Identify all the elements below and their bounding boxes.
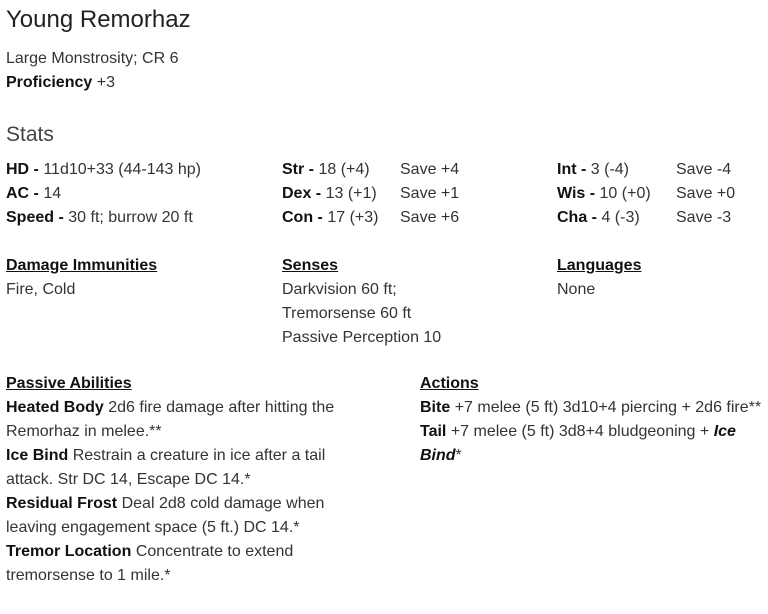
- ability-value: 3 (-4): [590, 161, 630, 178]
- ability-name: Residual Frost: [6, 495, 118, 512]
- passive-item-heated-body: [6, 396, 356, 444]
- ability-scores-mental: [557, 158, 651, 230]
- action-text: +7 melee (5 ft) 3d8+4 bludgeoning +: [450, 423, 710, 440]
- ability-wis: [557, 182, 651, 206]
- ability-value: 10 (+0): [599, 185, 651, 202]
- stat-value: 11d10+33 (44-143 hp): [43, 161, 201, 178]
- ability-name: Heated Body: [6, 399, 104, 416]
- damage-immunities: [6, 254, 157, 302]
- stat-hd: [6, 158, 201, 182]
- ability-text: 2d6 fire damage after hitting the Remorhaz in melee.**: [6, 399, 335, 440]
- passive-abilities-heading: Passive Abilities: [6, 375, 132, 392]
- sense-item: Passive Perception 10: [282, 329, 442, 346]
- saves-mental: [676, 158, 735, 230]
- ability-value: 17 (+3): [327, 209, 379, 226]
- ability-dex: [282, 182, 378, 206]
- ability-label: Dex -: [282, 185, 322, 202]
- passive-abilities: [6, 372, 356, 588]
- passive-item-ice-bind: [6, 444, 356, 492]
- action-name: Bite: [420, 399, 451, 416]
- ability-con: [282, 206, 378, 230]
- creature-type: Large Monstrosity; CR 6: [6, 50, 179, 67]
- action-tail: [420, 420, 765, 468]
- sense-item: Darkvision 60 ft;: [282, 281, 397, 298]
- languages: [557, 254, 641, 302]
- proficiency-label: Proficiency: [6, 74, 93, 91]
- languages-value: None: [557, 281, 596, 298]
- stat-value: 30 ft; burrow 20 ft: [68, 209, 193, 226]
- core-stats: [6, 158, 201, 230]
- ability-cha: [557, 206, 651, 230]
- ability-value: 4 (-3): [601, 209, 640, 226]
- ability-label: Int -: [557, 161, 587, 178]
- languages-heading: Languages: [557, 257, 642, 274]
- ability-name: Tremor Location: [6, 543, 132, 560]
- action-reference: Ice Bind: [420, 423, 736, 464]
- ability-value: 18 (+4): [318, 161, 370, 178]
- action-name: Tail: [420, 423, 447, 440]
- actions: [420, 372, 765, 468]
- save-int: Save -4: [676, 161, 732, 178]
- save-wis: Save +0: [676, 185, 736, 202]
- actions-heading: Actions: [420, 375, 479, 392]
- ability-value: 13 (+1): [325, 185, 377, 202]
- senses-heading: Senses: [282, 257, 339, 274]
- stat-label: HD -: [6, 161, 39, 178]
- action-bite: [420, 396, 765, 420]
- ability-label: Con -: [282, 209, 323, 226]
- ability-int: [557, 158, 651, 182]
- action-suffix: *: [455, 447, 462, 464]
- ability-scores-physical: [282, 158, 378, 230]
- save-dex: Save +1: [400, 185, 460, 202]
- proficiency-value: +3: [96, 74, 115, 91]
- ability-label: Wis -: [557, 185, 596, 202]
- ability-text: Concentrate to extend tremorsense to 1 mile.*: [6, 543, 294, 584]
- stat-speed: [6, 206, 201, 230]
- page-title: Young Remorhaz: [6, 6, 191, 33]
- proficiency: [6, 71, 115, 95]
- stats-heading: Stats: [6, 123, 54, 146]
- ability-text: Restrain a creature in ice after a tail attack. Str DC 14, Escape DC 14.*: [6, 447, 326, 488]
- save-str: Save +4: [400, 161, 460, 178]
- damage-immunities-value: Fire, Cold: [6, 281, 76, 298]
- passive-item-tremor-location: [6, 540, 356, 588]
- stat-label: AC -: [6, 185, 39, 202]
- senses: [282, 254, 441, 350]
- ability-name: Ice Bind: [6, 447, 69, 464]
- stat-label: Speed -: [6, 209, 64, 226]
- ability-text: Deal 2d8 cold damage when leaving engagement space (5 ft.) DC 14.*: [6, 495, 325, 536]
- save-con: Save +6: [400, 209, 460, 226]
- ability-str: [282, 158, 378, 182]
- stat-ac: [6, 182, 201, 206]
- action-text: +7 melee (5 ft) 3d10+4 piercing + 2d6 fire**: [454, 399, 762, 416]
- stat-value: 14: [43, 185, 62, 202]
- passive-item-residual-frost: [6, 492, 356, 540]
- save-cha: Save -3: [676, 209, 732, 226]
- damage-immunities-heading: Damage Immunities: [6, 257, 158, 274]
- ability-label: Str -: [282, 161, 314, 178]
- saves-physical: [400, 158, 459, 230]
- ability-label: Cha -: [557, 209, 597, 226]
- sense-item: Tremorsense 60 ft: [282, 305, 412, 322]
